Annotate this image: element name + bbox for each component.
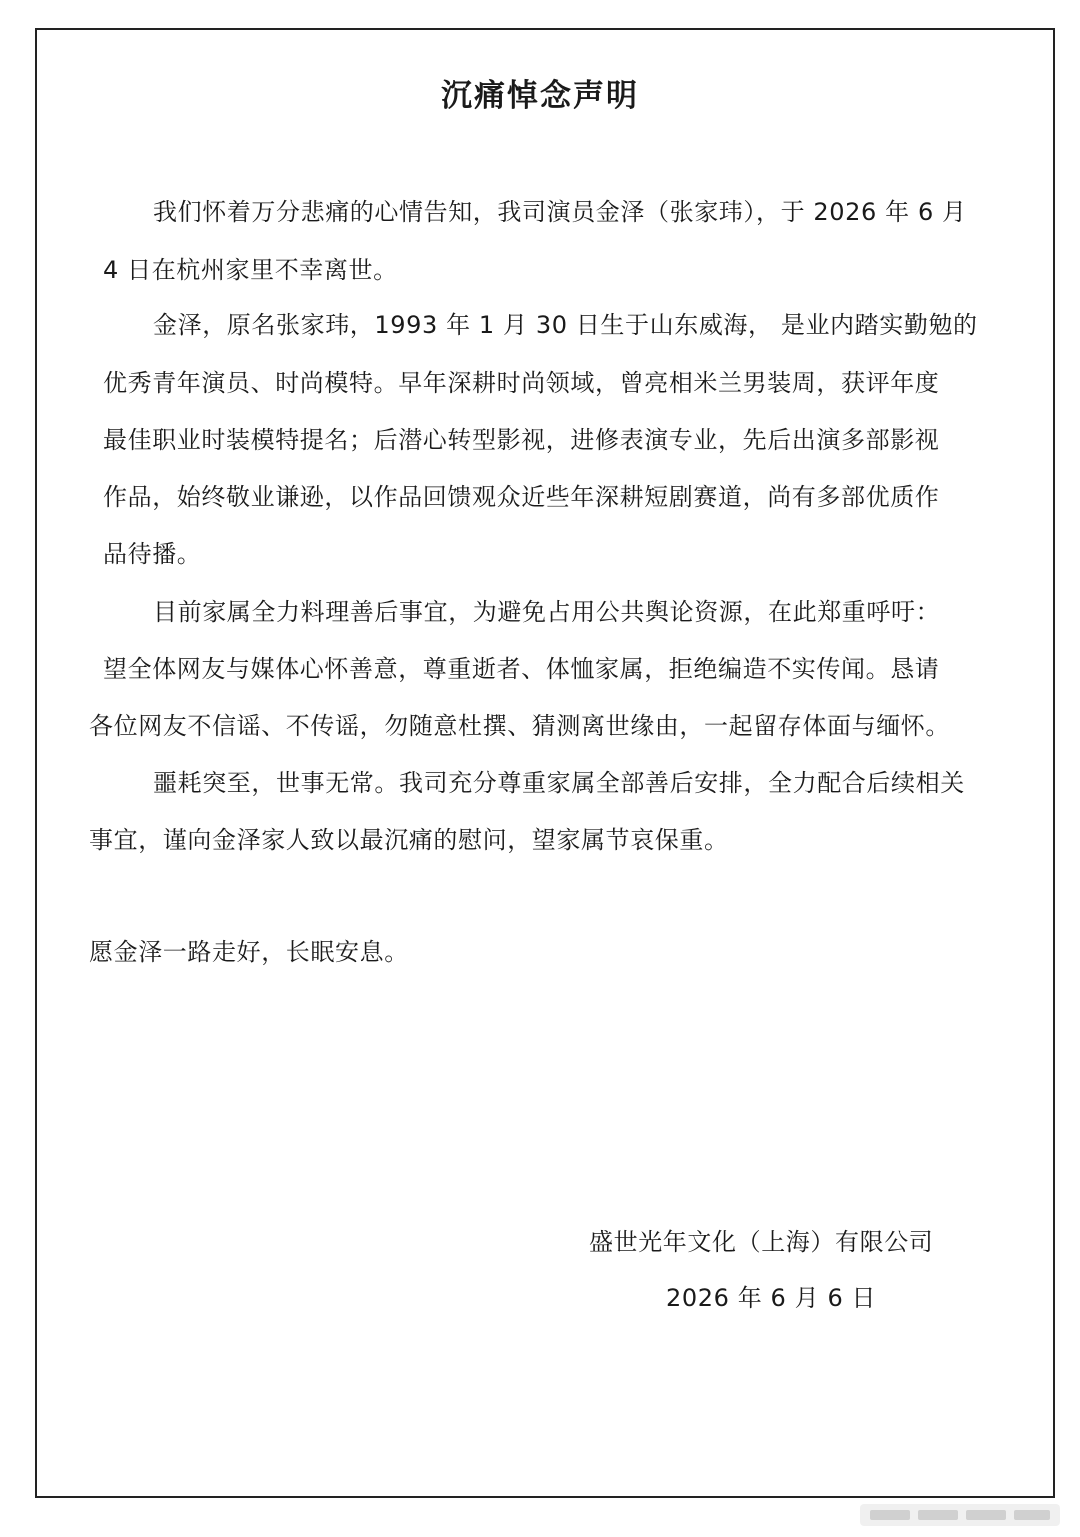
paragraph-2-line-5: 品待播。 — [103, 540, 202, 568]
paragraph-2-line-1: 金泽，原名张家玮，1993 年 1 月 30 日生于山东威海， 是业内踏实勤勉的 — [153, 311, 978, 339]
document-title: 沉痛悼念声明 — [441, 78, 639, 114]
watermark-logo — [860, 1500, 1070, 1530]
paragraph-3-line-3: 各位网友不信谣、不传谣，勿随意杜撰、猜测离世缘由，一起留存体面与缅怀。 — [89, 712, 950, 740]
paragraph-3-line-2: 望全体网友与媒体心怀善意，尊重逝者、体恤家属，拒绝编造不实传闻。恳请 — [103, 655, 940, 683]
signature-date: 2026 年 6 月 6 日 — [666, 1284, 877, 1312]
paragraph-4-line-2: 事宜，谨向金泽家人致以最沉痛的慰问，望家属节哀保重。 — [89, 826, 729, 854]
paragraph-1-line-1: 我们怀着万分悲痛的心情告知，我司演员金泽（张家玮），于 2026 年 6 月 — [153, 198, 967, 226]
paragraph-1-line-2: 4 日在杭州家里不幸离世。 — [103, 256, 398, 284]
closing-line: 愿金泽一路走好，长眠安息。 — [89, 938, 409, 966]
paragraph-2-line-3: 最佳职业时装模特提名；后潜心转型影视，进修表演专业，先后出演多部影视 — [103, 426, 940, 454]
paragraph-2-line-4: 作品，始终敬业谦逊，以作品回馈观众近些年深耕短剧赛道，尚有多部优质作 — [103, 483, 940, 511]
paragraph-2-line-2: 优秀青年演员、时尚模特。早年深耕时尚领域，曾亮相米兰男装周，获评年度 — [103, 369, 940, 397]
paragraph-4-line-1: 噩耗突至，世事无常。我司充分尊重家属全部善后安排，全力配合后续相关 — [153, 769, 965, 797]
paragraph-3-line-1: 目前家属全力料理善后事宜，为避免占用公共舆论资源，在此郑重呼吁： — [153, 598, 941, 626]
document-frame — [35, 28, 1055, 1498]
signature-company: 盛世光年文化（上海）有限公司 — [589, 1228, 934, 1256]
